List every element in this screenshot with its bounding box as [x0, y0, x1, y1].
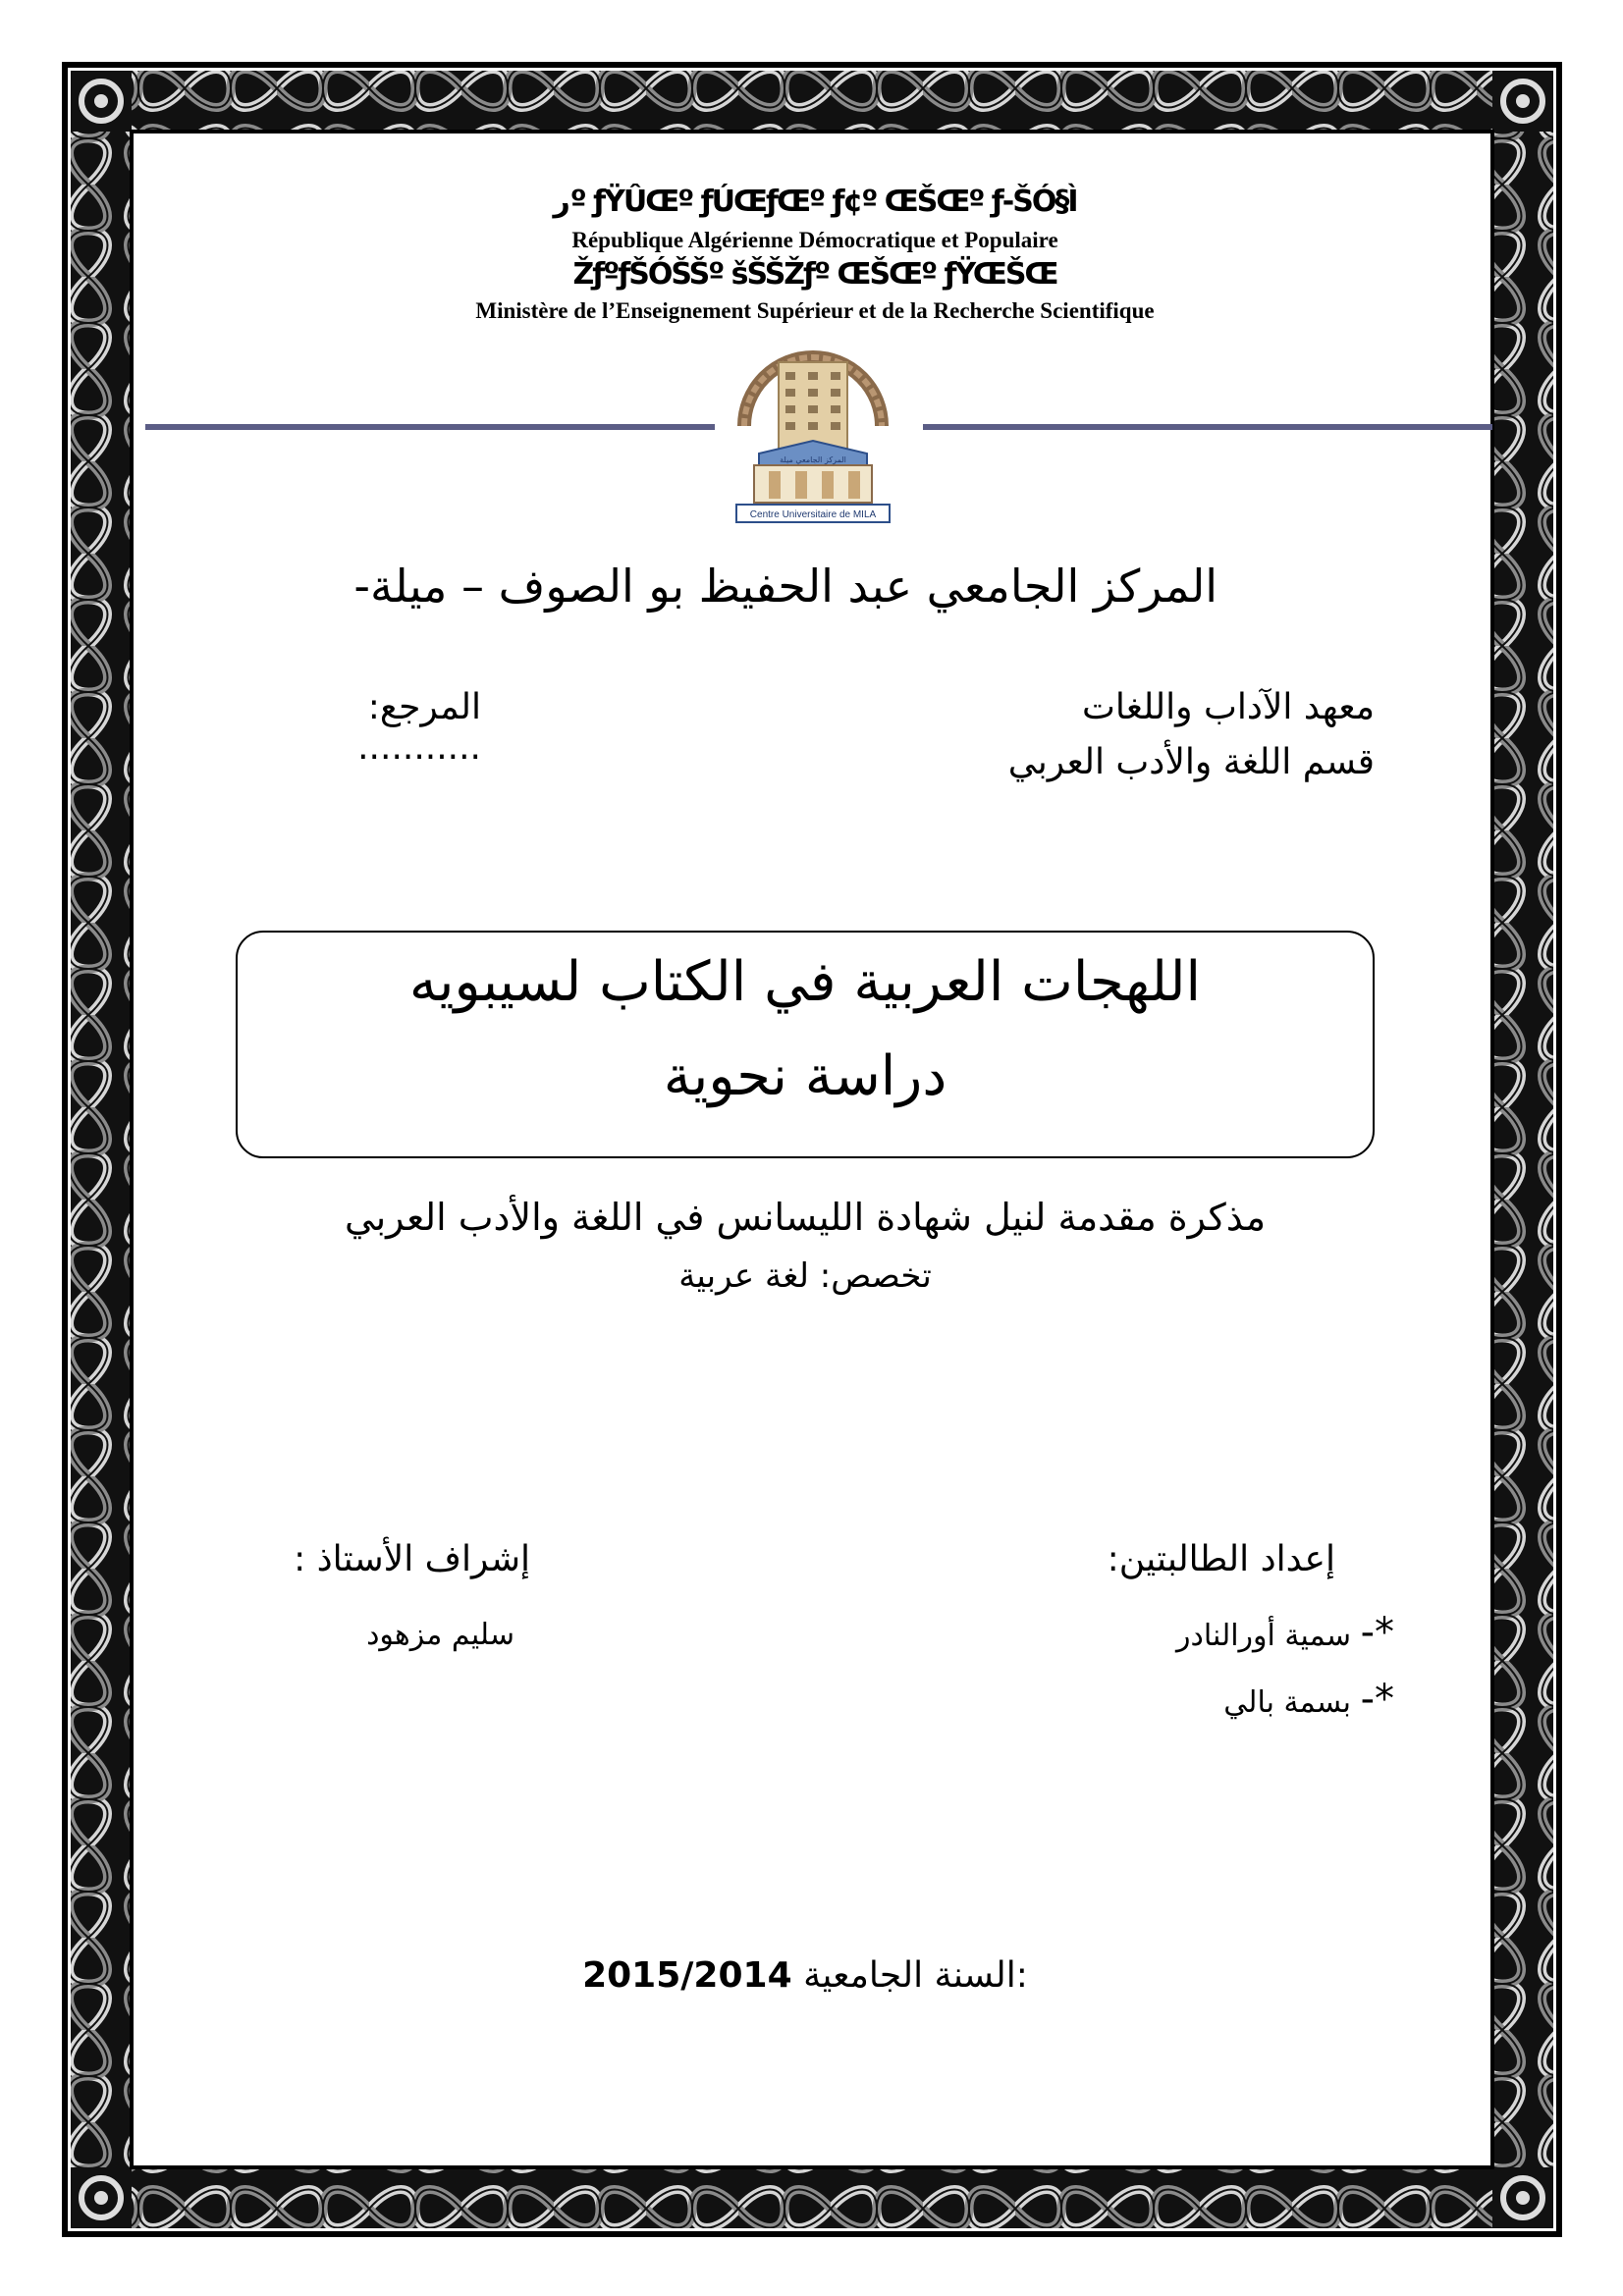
bullet-mark: *-	[1360, 1677, 1394, 1722]
student-item-2	[982, 1677, 1394, 1722]
supervisor-name: سليم مزهود	[366, 1618, 514, 1652]
academic-year-label: السنة الجامعية:	[803, 1955, 1028, 1996]
university-logo	[725, 338, 901, 524]
thesis-title-line2: دراسة نحوية	[663, 1044, 947, 1108]
supervisor-heading: إشراف الأستاذ :	[294, 1539, 530, 1579]
academic-year	[550, 1955, 1060, 1996]
student-item-1	[982, 1610, 1394, 1655]
french-republic-header: République Algérienne Démocratique et Populaire	[571, 228, 1058, 252]
reference-field: المرجع: ...........	[357, 687, 481, 768]
student-name: بسمة بالي	[1223, 1685, 1352, 1720]
degree-statement: مذكرة مقدمة لنيل شهادة الليسانس في اللغة والأدب العربي	[344, 1196, 1267, 1239]
thesis-title-line1: اللهجات العربية في الكتاب لسيبويه	[408, 950, 1202, 1014]
left-header-rule	[145, 424, 715, 430]
right-header-rule	[923, 424, 1492, 430]
department-name: قسم اللغة والأدب العربي	[1007, 742, 1375, 782]
students-heading: إعداد الطالبتين:	[1107, 1539, 1335, 1579]
arabic-ministry-header: ŽƒºƒŠÓŠŠº šŠŠŽƒº ŒŠŒº ƒŸŒŠŒ	[572, 257, 1057, 292]
bullet-mark: *-	[1360, 1610, 1394, 1655]
french-ministry-header: Ministère de l’Enseignement Supérieur et de la Recherche Scientifique	[475, 298, 1155, 323]
academic-year-value: 2015/2014	[582, 1955, 792, 1996]
student-name: سمية أورالنادر	[1176, 1619, 1352, 1653]
institute-name: معهد الآداب واللغات	[1082, 687, 1375, 727]
center-name: المركز الجامعي عبد الحفيظ بو الصوف – ميلة-	[353, 560, 1217, 613]
logo-arabic-label: المركز الجامعي ميلة	[780, 455, 846, 464]
logo-caption: Centre Universitaire de MILA	[749, 509, 877, 520]
arabic-republic-header: ﺭº ƒŸÛŒº ƒÚŒƒŒº ƒ¢º ŒŠŒº ƒ-ŠÓ§Ì	[553, 185, 1077, 219]
specialization: تخصص: لغة عربية	[678, 1256, 932, 1296]
